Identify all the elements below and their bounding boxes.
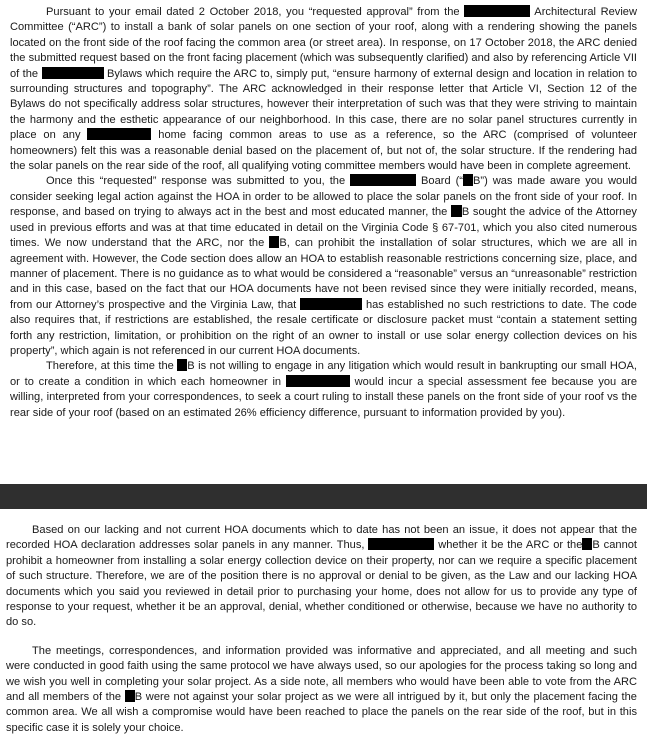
paragraph-litigation-position [10,359,637,421]
text-segment: B were not against your solar project as we were all intrigued by it, but only the placement facing the common area. We all wish a compromise would have been reached to place the panels on the rear side of the roof, but in this specific case it is solely your choice. [6,691,637,734]
text-segment: B cannot prohibit a homeowner from installing a solar energy collection device on their property, nor can we require a specific placement of such structure. Therefore, we are of the position there is no approval or denial to be given, as the Law and our lacking HOA documents which you said you reviewed in detail prior to purchasing your home, does not allow for us to provide any type of response to your request, whether it be an approval, denial, whether conditioned or otherwise, because we have no authority to do so. [6,539,637,629]
redaction-block [582,538,592,550]
text-segment: B”) was made aware you would consider seeking legal action against the HOA in order to be allowed to place the solar panels on the front side of your roof. In response, and based on trying to always act in the best and most educated manner, the [10,175,638,219]
text-segment: B, can prohibit the installation of solar structures, which we are all in agreement with. However, the Code section does allow an HOA to establish reasonable restrictions concerning size, place, and manner of placement. There is no guidance as to what would be considered a “reasonable” versus an “unreasonable” restriction and in this case, based on the fact that our HOA documents have not been revised since they were initially recorded, means, from our Attorney’s prospective and the Virginia Law, that [10,237,637,311]
redaction-block [451,205,462,217]
paragraph-legal-review [10,174,637,359]
text-segment: Bylaws which require the ARC to, simply put, “ensure harmony of external design and location in relation to surrounding structures and topography”. The ARC acknowledged in their response letter that Article VI, Section 12 of the Bylaws do not specifically address solar structures, however their interpretation of such was that they were striving to maintain the harmony and the esthetic appearance of our neighborhood. In this case, there are no solar panel structures currently in place on any [10,67,637,142]
text-segment: The meetings, correspondences, and information provided was informative and appreciated, and all meeting and such were conducted in good faith using the same protocol we have always used, so our apologies for the process taking so long and we wish you well in completing your solar project. As a side note, all members who would have been able to vote from the ARC and all members of the [6,644,637,704]
letter-page-bottom [0,509,647,747]
redaction-block [464,5,530,17]
paragraph-no-authority [6,523,637,631]
redaction-block [87,128,151,140]
redaction-block [350,174,416,186]
redaction-block [300,298,362,310]
text-segment: Therefore, at this time the [46,360,174,373]
text-segment: Board (“ [421,175,463,188]
redaction-block [286,375,350,387]
redaction-block [269,236,279,248]
redaction-block [177,359,187,371]
page-separator [0,484,647,509]
text-segment: Architectural Review Committee (“ARC”) to install a bank of solar panels on one section of your roof, along with a rendering showing the panels located on the front side of the roof facing the common area (or street area). In response, on 17 October 2018, the ARC denied the submitted request based on the front facing placement (which was subsequently clarified) and also by referencing Article VII of the [10,6,637,80]
text-segment: B sought the advice of the Attorney used in previous efforts and was at that time educated in detail on the Virginia Code § 67-701, which you also cited numerous times. We now understand that the ARC, nor the [10,206,637,250]
text-segment: would incur a special assessment fee because you are willing, interpreted from your correspondences, to seek a court ruling to install these panels on the front side of your roof vs the rear side of your roof (based on an estimated 26% efficiency difference, pursuant to information provided by you). [10,375,638,419]
paragraph-closing [6,644,637,736]
paragraph-request-history [10,5,637,174]
text-segment: Based on our lacking and not current HOA documents which to date has not been an issue, it does not appear that the recorded HOA declaration addresses solar panels in any manner. Thus, [6,524,637,552]
redaction-block [42,67,104,79]
text-segment: Pursuant to your email dated 2 October 2018, you “requested approval” from the [46,6,460,18]
redaction-block [463,174,473,186]
text-segment: B is not willing to engage in any litigation which would result in bankrupting our small HOA, or to create a condition in which each homeowner in [10,360,638,388]
text-segment: home facing common areas to use as a reference, so the ARC (comprised of volunteer homeowners) felt this was a reasonable denial based on the placement of, but not of, the solar structure. If the rendering had the solar panels on the rear side of the roof, all qualifying voting committee members would have been in complete agreement. [10,129,637,173]
text-segment: Once this “requested” response was submitted to you, the [46,175,346,188]
text-segment: whether it be the ARC or the [438,539,583,552]
redaction-block [125,690,135,702]
redaction-block [368,538,434,550]
text-segment: has established no such restrictions to date. The code also requires that, if restrictions are established, the resale certificate or disclosure packet must “contain a statement setting forth any restriction, limitation, or prohibition on the right of an owner to install or use solar energy collection devices on his property”, which again is not referenced in our current HOA documents. [10,298,637,357]
